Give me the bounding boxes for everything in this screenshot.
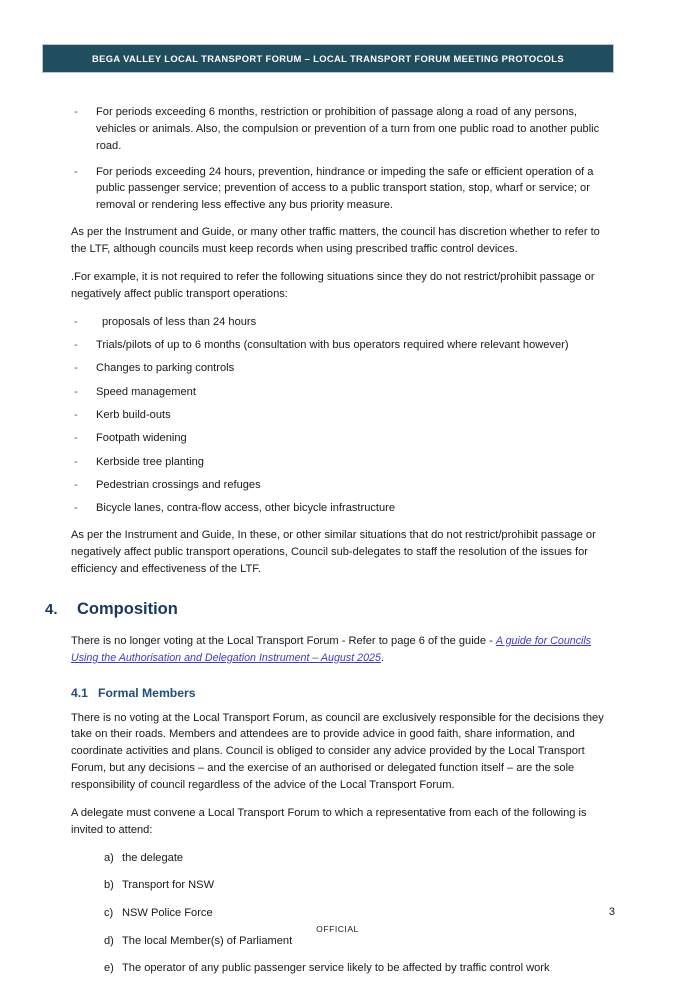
section-4-number: 4. <box>45 600 58 618</box>
list-marker: e) <box>104 962 114 975</box>
section-4-1-title: Formal Members <box>98 685 196 700</box>
list-item <box>71 360 614 377</box>
section-4-intro-prefix: There is no longer voting at the Local Transport Forum - Refer to page 6 of the guide - <box>71 634 496 647</box>
list-item-text: the delegate <box>122 851 184 864</box>
list-item <box>71 960 614 977</box>
list-item <box>71 104 614 155</box>
invitee-list <box>71 850 614 977</box>
section-4-1-number: 4.1 <box>71 685 88 700</box>
list-item-text: Kerb build-outs <box>96 409 171 422</box>
list-item-text: NSW Police Force <box>122 906 213 919</box>
list-item-text: The operator of any public passenger service likely to be affected by traffic control work <box>122 962 550 975</box>
list-marker: c) <box>104 906 114 919</box>
section-4-intro <box>71 633 614 667</box>
list-item-text: Kerbside tree planting <box>96 455 204 468</box>
list-marker: a) <box>104 851 114 864</box>
section-4-1-heading <box>71 686 614 700</box>
list-item-text: Trials/pilots of up to 6 months (consultation with bus operators required where relevant however) <box>96 338 569 351</box>
document-content <box>45 104 614 988</box>
dash-marker: - <box>74 409 78 422</box>
list-item-text: For periods exceeding 24 hours, prevention, hindrance or impeding the safe or efficient operation of a public passenger service; prevention of access to a public transport station, stop, wharf or service; or removal or rendering less effective any bus priority measure. <box>96 165 594 212</box>
paragraph-subdelegation: As per the Instrument and Guide, In these, or other similar situations that do not restrict/prohibit passage or negatively affect public transport operations, Council sub-delegates to staff the resolution of the issues for efficiency and effectiveness of the LTF. <box>71 529 596 576</box>
list-item <box>71 337 614 354</box>
list-item <box>71 314 614 331</box>
exempt-situations-list <box>71 314 614 518</box>
dash-marker: - <box>74 385 78 398</box>
restriction-dash-list <box>71 104 614 214</box>
list-item <box>71 430 614 447</box>
dash-marker: - <box>74 362 78 375</box>
list-item <box>71 933 614 950</box>
document-header-banner <box>42 44 614 73</box>
list-item-text: The local Member(s) of Parliament <box>122 934 293 947</box>
header-title: BEGA VALLEY LOCAL TRANSPORT FORUM – LOCAL TRANSPORT FORUM MEETING PROTOCOLS <box>92 53 564 64</box>
page-number: 3 <box>608 906 615 918</box>
dash-marker: - <box>74 479 78 492</box>
guide-hyperlink[interactable]: A guide for Councils Using the Authorisation and Delegation Instrument – August 2025 <box>71 634 592 664</box>
list-marker: b) <box>104 879 114 892</box>
dash-marker: - <box>74 338 78 351</box>
list-marker: d) <box>104 934 114 947</box>
list-item <box>71 384 614 401</box>
dash-marker: - <box>74 432 78 445</box>
paragraph-example-intro: .For example, it is not required to refer the following situations since they do not restrict/prohibit passage or negatively affect public transport operations: <box>71 270 595 300</box>
dash-marker: - <box>74 455 78 468</box>
paragraph-convene: A delegate must convene a Local Transport Forum to which a representative from each of the following is invited to attend: <box>71 806 587 836</box>
list-item <box>71 905 614 922</box>
dash-marker: - <box>74 106 78 118</box>
dash-marker: - <box>74 502 78 515</box>
list-item <box>71 500 614 517</box>
list-item <box>71 454 614 471</box>
dash-marker: - <box>74 315 78 328</box>
section-4-intro-suffix: . <box>380 651 385 664</box>
list-item-text: Speed management <box>96 385 196 398</box>
list-item-text: Transport for NSW <box>122 879 215 892</box>
list-item <box>71 850 614 867</box>
paragraph-discretion: As per the Instrument and Guide, or many other traffic matters, the council has discretion whether to refer to the LTF, although councils must keep records when using prescribed traffic control devices. <box>71 226 600 256</box>
list-item <box>71 877 614 894</box>
list-item-text: For periods exceeding 6 months, restriction or prohibition of passage along a road of any persons, vehicles or animals. Also, the compulsion or prevention of a turn from one public road to another public road. <box>96 106 600 152</box>
list-item-text: Bicycle lanes, contra-flow access, other bicycle infrastructure <box>96 502 396 515</box>
list-item <box>71 407 614 424</box>
list-item <box>71 477 614 494</box>
classification-label: OFFICIAL <box>316 924 359 934</box>
paragraph-no-voting: There is no voting at the Local Transport Forum, as council are exclusively responsible for the decisions they take on their roads. Members and attendees are to provide advice in good faith, share information, and coordinate activities and plans. Council is obliged to consider any advice provided by the Local Transport Forum, but any decisions – and the exercise of an authorised or delegated function itself – are the sole responsibility of council regardless of the advice of the Local Transport Forum. <box>71 711 604 792</box>
section-4-heading <box>45 600 614 619</box>
dash-marker: - <box>74 165 78 178</box>
list-item <box>71 164 614 215</box>
list-item-text: Pedestrian crossings and refuges <box>96 479 261 492</box>
list-item-text: Changes to parking controls <box>96 362 235 375</box>
list-item-text: proposals of less than 24 hours <box>102 315 257 328</box>
section-4-title: Composition <box>77 599 178 618</box>
list-item-text: Footpath widening <box>96 432 187 445</box>
